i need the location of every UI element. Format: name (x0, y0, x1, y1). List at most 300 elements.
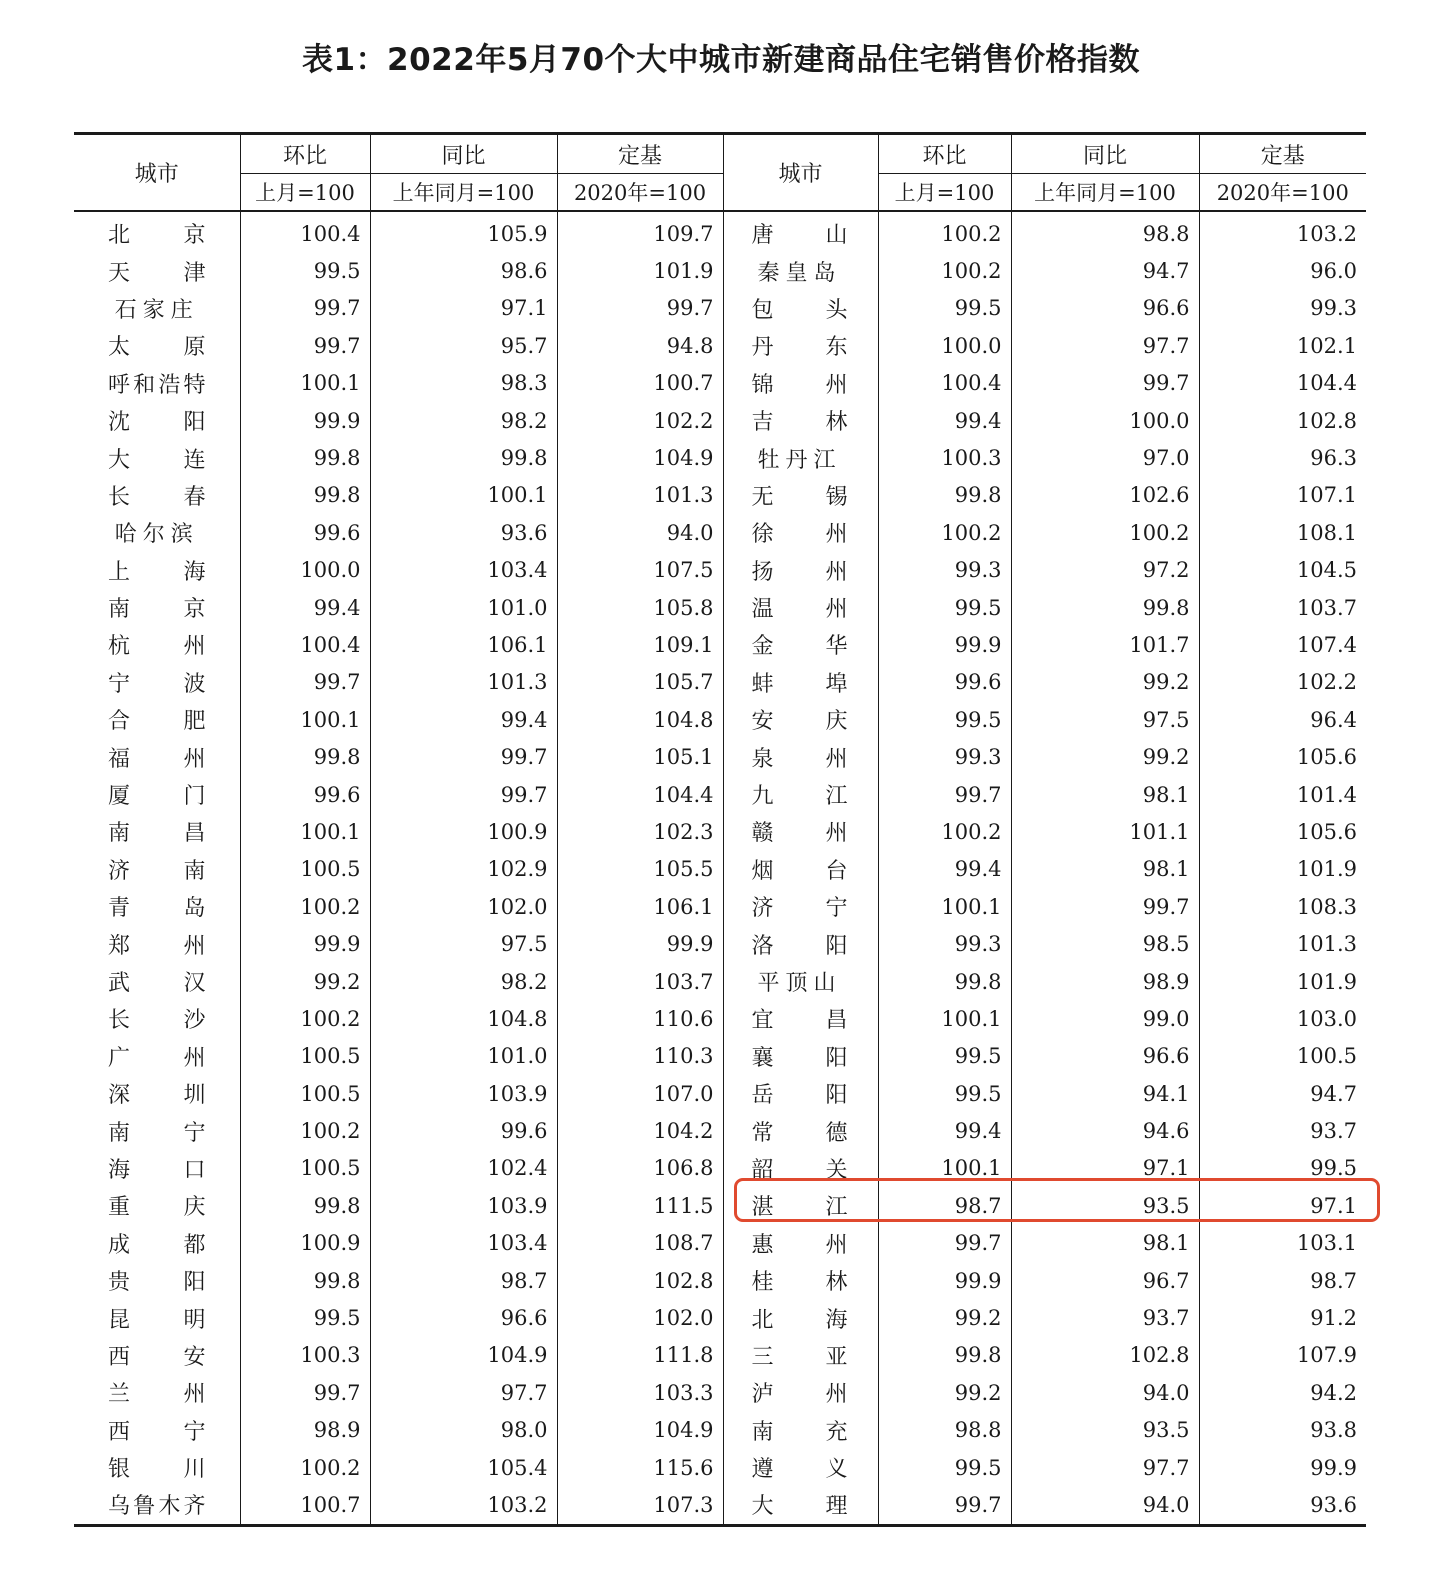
tb-value-left: 99.6 (370, 1112, 557, 1149)
tb-value-right: 99.0 (1011, 1000, 1199, 1037)
city-name: 西 安 (108, 1344, 206, 1370)
city-cell-right (723, 552, 878, 589)
hb-value-right: 99.7 (878, 1486, 1011, 1525)
hb-value-left: 99.8 (240, 1262, 370, 1299)
dj-value-left: 106.8 (557, 1150, 723, 1187)
city-cell-left (74, 701, 240, 738)
tb-value-right: 93.5 (1011, 1412, 1199, 1449)
dj-value-right: 93.6 (1199, 1486, 1366, 1525)
tb-value-left: 98.2 (370, 963, 557, 1000)
city-name: 包 头 (751, 297, 848, 323)
city-name: 洛 阳 (751, 933, 848, 959)
tb-value-right: 93.5 (1011, 1187, 1199, 1224)
tb-value-left: 103.4 (370, 552, 557, 589)
city-name: 无 锡 (751, 484, 848, 510)
hb-value-left: 100.5 (240, 851, 370, 888)
dj-value-left: 105.5 (557, 851, 723, 888)
hb-value-left: 100.4 (240, 626, 370, 663)
city-name: 西 宁 (108, 1419, 206, 1445)
city-name: 银 川 (108, 1457, 206, 1483)
table-row (74, 963, 1366, 1000)
dj-value-left: 99.9 (557, 925, 723, 962)
dj-value-left: 107.0 (557, 1075, 723, 1112)
hb-value-right: 100.1 (878, 888, 1011, 925)
dj-value-right: 93.8 (1199, 1412, 1366, 1449)
city-cell-left (74, 1000, 240, 1037)
hb-value-right: 98.8 (878, 1412, 1011, 1449)
hb-value-right: 99.3 (878, 552, 1011, 589)
city-name: 惠 州 (751, 1232, 848, 1258)
city-cell-left (74, 1225, 240, 1262)
tb-value-right: 98.9 (1011, 963, 1199, 1000)
hb-value-left: 99.6 (240, 514, 370, 551)
city-name: 岳 阳 (751, 1083, 848, 1109)
dj-value-left: 108.7 (557, 1225, 723, 1262)
hb-value-right: 99.3 (878, 738, 1011, 775)
tb-value-right: 97.2 (1011, 552, 1199, 589)
highlight-box-zhanjiang (734, 1178, 1380, 1222)
hb-value-right: 100.2 (878, 252, 1011, 289)
city-cell-right (723, 211, 878, 252)
city-name: 哈尔滨 (114, 522, 199, 548)
tb-value-left: 98.2 (370, 402, 557, 439)
dj-value-right: 104.5 (1199, 552, 1366, 589)
city-cell-right (723, 1299, 878, 1336)
hb-value-left: 99.8 (240, 738, 370, 775)
dj-value-left: 94.8 (557, 327, 723, 364)
city-cell-right (723, 589, 878, 626)
city-cell-right (723, 963, 878, 1000)
tb-value-right: 99.2 (1011, 664, 1199, 701)
city-cell-right (723, 1412, 878, 1449)
header-tb-left: 同比 (370, 134, 557, 174)
tb-value-right: 100.0 (1011, 402, 1199, 439)
hb-value-left: 100.2 (240, 888, 370, 925)
dj-value-left: 115.6 (557, 1449, 723, 1486)
tb-value-right: 97.7 (1011, 1449, 1199, 1486)
city-name: 济 南 (108, 858, 206, 884)
city-cell-right (723, 1225, 878, 1262)
city-cell-left (74, 439, 240, 476)
city-name: 石家庄 (114, 297, 199, 323)
hb-value-right: 98.7 (878, 1187, 1011, 1224)
city-name: 广 州 (108, 1045, 206, 1071)
city-name: 常 德 (751, 1120, 848, 1146)
hb-value-left: 99.7 (240, 327, 370, 364)
tb-value-left: 100.9 (370, 813, 557, 850)
header-dj-right: 定基 (1199, 134, 1366, 174)
dj-value-left: 110.6 (557, 1000, 723, 1037)
tb-value-right: 99.7 (1011, 365, 1199, 402)
table-row (74, 664, 1366, 701)
dj-value-left: 102.0 (557, 1299, 723, 1336)
dj-value-left: 107.5 (557, 552, 723, 589)
hb-value-right: 99.2 (878, 1374, 1011, 1411)
tb-value-right: 99.7 (1011, 888, 1199, 925)
table-row (74, 211, 1366, 252)
city-name: 海 口 (108, 1157, 206, 1183)
city-name: 呼 和 浩 特 (108, 372, 206, 398)
table-row (74, 552, 1366, 589)
table-row (74, 1038, 1366, 1075)
city-name: 扬 州 (751, 559, 848, 585)
city-name: 南 充 (751, 1419, 848, 1445)
hb-value-right: 99.5 (878, 589, 1011, 626)
tb-value-left: 97.1 (370, 290, 557, 327)
dj-value-right: 105.6 (1199, 738, 1366, 775)
header-hb-right: 环比 (878, 134, 1011, 174)
hb-value-right: 99.7 (878, 1225, 1011, 1262)
table-row (74, 514, 1366, 551)
tb-value-right: 94.0 (1011, 1486, 1199, 1525)
city-name: 重 庆 (108, 1195, 206, 1221)
table-row (74, 1075, 1366, 1112)
header-dj-base-right: 2020年=100 (1199, 174, 1366, 212)
table-row (74, 365, 1366, 402)
hb-value-right: 99.8 (878, 477, 1011, 514)
city-name: 福 州 (108, 746, 206, 772)
city-cell-left (74, 402, 240, 439)
city-cell-right (723, 477, 878, 514)
city-name: 北 京 (108, 223, 206, 249)
city-name: 襄 阳 (751, 1045, 848, 1071)
city-name: 丹 东 (751, 335, 848, 361)
city-name: 济 宁 (751, 896, 848, 922)
dj-value-right: 101.3 (1199, 925, 1366, 962)
city-cell-right (723, 813, 878, 850)
city-cell-right (723, 1449, 878, 1486)
tb-value-right: 98.1 (1011, 851, 1199, 888)
city-cell-right (723, 776, 878, 813)
dj-value-right: 101.9 (1199, 851, 1366, 888)
hb-value-right: 99.3 (878, 925, 1011, 962)
tb-value-right: 98.1 (1011, 1225, 1199, 1262)
city-cell-right (723, 252, 878, 289)
city-cell-right (723, 1374, 878, 1411)
dj-value-right: 97.1 (1199, 1187, 1366, 1224)
tb-value-left: 100.1 (370, 477, 557, 514)
tb-value-left: 104.9 (370, 1337, 557, 1374)
hb-value-left: 100.9 (240, 1225, 370, 1262)
hb-value-left: 99.8 (240, 477, 370, 514)
city-cell-right (723, 626, 878, 663)
dj-value-left: 109.1 (557, 626, 723, 663)
hb-value-left: 100.5 (240, 1150, 370, 1187)
tb-value-left: 99.7 (370, 738, 557, 775)
table-row (74, 1374, 1366, 1411)
tb-value-right: 94.7 (1011, 252, 1199, 289)
dj-value-left: 105.1 (557, 738, 723, 775)
dj-value-right: 98.7 (1199, 1262, 1366, 1299)
hb-value-right: 100.2 (878, 813, 1011, 850)
hb-value-right: 99.7 (878, 776, 1011, 813)
table-row (74, 1449, 1366, 1486)
city-cell-left (74, 1337, 240, 1374)
hb-value-right: 100.0 (878, 327, 1011, 364)
tb-value-left: 93.6 (370, 514, 557, 551)
dj-value-right: 100.5 (1199, 1038, 1366, 1075)
hb-value-left: 99.8 (240, 439, 370, 476)
header-dj-base-left: 2020年=100 (557, 174, 723, 212)
table-row (74, 1299, 1366, 1336)
city-name: 长 春 (108, 484, 206, 510)
tb-value-right: 97.5 (1011, 701, 1199, 738)
city-cell-right (723, 365, 878, 402)
tb-value-right: 98.8 (1011, 211, 1199, 252)
city-name: 唐 山 (751, 223, 848, 249)
hb-value-right: 99.5 (878, 701, 1011, 738)
city-name: 合 肥 (108, 709, 206, 735)
tb-value-right: 94.6 (1011, 1112, 1199, 1149)
dj-value-right: 103.1 (1199, 1225, 1366, 1262)
city-cell-left (74, 1262, 240, 1299)
tb-value-right: 94.1 (1011, 1075, 1199, 1112)
tb-value-left: 103.2 (370, 1486, 557, 1525)
dj-value-left: 104.2 (557, 1112, 723, 1149)
dj-value-right: 91.2 (1199, 1299, 1366, 1336)
tb-value-left: 97.5 (370, 925, 557, 962)
header-city-right: 城市 (723, 134, 878, 212)
tb-value-left: 103.9 (370, 1187, 557, 1224)
city-cell-right (723, 851, 878, 888)
table-row (74, 925, 1366, 962)
city-name: 深 圳 (108, 1083, 206, 1109)
city-cell-left (74, 925, 240, 962)
city-name: 天 津 (108, 260, 206, 286)
dj-value-left: 105.8 (557, 589, 723, 626)
dj-value-left: 105.7 (557, 664, 723, 701)
dj-value-left: 104.4 (557, 776, 723, 813)
dj-value-right: 108.3 (1199, 888, 1366, 925)
city-cell-right (723, 1337, 878, 1374)
city-name: 湛 江 (751, 1195, 848, 1221)
tb-value-left: 105.9 (370, 211, 557, 252)
hb-value-right: 100.4 (878, 365, 1011, 402)
dj-value-left: 103.3 (557, 1374, 723, 1411)
dj-value-right: 102.8 (1199, 402, 1366, 439)
city-cell-left (74, 477, 240, 514)
hb-value-right: 100.2 (878, 514, 1011, 551)
hb-value-left: 100.1 (240, 701, 370, 738)
city-name: 上 海 (108, 559, 206, 585)
hb-value-left: 99.7 (240, 1374, 370, 1411)
hb-value-right: 99.4 (878, 1112, 1011, 1149)
city-name: 武 汉 (108, 971, 206, 996)
table-row (74, 1412, 1366, 1449)
tb-value-right: 102.6 (1011, 477, 1199, 514)
tb-value-left: 101.3 (370, 664, 557, 701)
table-body (74, 211, 1366, 1525)
table-row (74, 439, 1366, 476)
tb-value-left: 105.4 (370, 1449, 557, 1486)
city-cell-left (74, 1075, 240, 1112)
header-hb-left: 环比 (240, 134, 370, 174)
tb-value-right: 101.1 (1011, 813, 1199, 850)
hb-value-left: 100.4 (240, 211, 370, 252)
city-name: 长 沙 (108, 1008, 206, 1034)
city-name: 杭 州 (108, 634, 206, 660)
city-cell-right (723, 1262, 878, 1299)
dj-value-left: 104.9 (557, 1412, 723, 1449)
dj-value-left: 101.9 (557, 252, 723, 289)
city-name: 泉 州 (751, 746, 848, 772)
table-title: 表1：2022年5月70个大中城市新建商品住宅销售价格指数 (301, 42, 1141, 78)
tb-value-left: 102.4 (370, 1150, 557, 1187)
tb-value-right: 101.7 (1011, 626, 1199, 663)
tb-value-right: 93.7 (1011, 1299, 1199, 1336)
city-cell-left (74, 552, 240, 589)
table-row (74, 701, 1366, 738)
hb-value-left: 99.7 (240, 664, 370, 701)
dj-value-left: 111.5 (557, 1187, 723, 1224)
city-cell-left (74, 888, 240, 925)
city-cell-left (74, 963, 240, 1000)
dj-value-left: 94.0 (557, 514, 723, 551)
city-cell-right (723, 738, 878, 775)
dj-value-right: 99.9 (1199, 1449, 1366, 1486)
hb-value-left: 100.1 (240, 365, 370, 402)
table-row (74, 1262, 1366, 1299)
city-name: 安 庆 (751, 709, 848, 735)
tb-value-left: 102.9 (370, 851, 557, 888)
hb-value-right: 99.6 (878, 664, 1011, 701)
dj-value-right: 93.7 (1199, 1112, 1366, 1149)
city-cell-right (723, 1000, 878, 1037)
dj-value-right: 101.4 (1199, 776, 1366, 813)
city-name: 南 昌 (108, 821, 206, 847)
hb-value-right: 99.4 (878, 851, 1011, 888)
city-cell-left (74, 252, 240, 289)
city-name: 三 亚 (751, 1344, 848, 1370)
table-row (74, 776, 1366, 813)
tb-value-right: 94.0 (1011, 1374, 1199, 1411)
city-cell-left (74, 626, 240, 663)
table-row (74, 813, 1366, 850)
table-row (74, 477, 1366, 514)
city-cell-right (723, 1075, 878, 1112)
city-name: 大 理 (751, 1494, 848, 1520)
city-cell-left (74, 290, 240, 327)
tb-value-left: 96.6 (370, 1299, 557, 1336)
table-row (74, 290, 1366, 327)
header-tb-base-left: 上年同月=100 (370, 174, 557, 212)
tb-value-left: 95.7 (370, 327, 557, 364)
hb-value-left: 99.9 (240, 402, 370, 439)
table-row (74, 252, 1366, 289)
hb-value-right: 99.4 (878, 402, 1011, 439)
city-cell-right (723, 290, 878, 327)
header-tb-base-right: 上年同月=100 (1011, 174, 1199, 212)
city-name: 平顶山 (757, 971, 842, 996)
table-row (74, 1225, 1366, 1262)
city-cell-right (723, 664, 878, 701)
tb-value-left: 98.3 (370, 365, 557, 402)
dj-value-right: 107.1 (1199, 477, 1366, 514)
city-name: 大 连 (108, 447, 206, 473)
tb-value-left: 101.0 (370, 589, 557, 626)
city-name: 吉 林 (751, 410, 848, 436)
hb-value-left: 99.5 (240, 252, 370, 289)
city-name: 昆 明 (108, 1307, 206, 1333)
city-name: 蚌 埠 (751, 671, 848, 697)
city-cell-right (723, 701, 878, 738)
city-cell-left (74, 1449, 240, 1486)
tb-value-right: 96.6 (1011, 1038, 1199, 1075)
city-cell-left (74, 211, 240, 252)
hb-value-left: 99.2 (240, 963, 370, 1000)
city-cell-left (74, 851, 240, 888)
city-name: 锦 州 (751, 372, 848, 398)
city-name: 太 原 (108, 335, 206, 361)
hb-value-right: 99.2 (878, 1299, 1011, 1336)
dj-value-right: 105.6 (1199, 813, 1366, 850)
city-cell-right (723, 1486, 878, 1525)
dj-value-left: 104.9 (557, 439, 723, 476)
city-cell-left (74, 664, 240, 701)
city-cell-left (74, 1486, 240, 1525)
hb-value-right: 100.1 (878, 1000, 1011, 1037)
tb-value-right: 97.7 (1011, 327, 1199, 364)
city-cell-left (74, 776, 240, 813)
hb-value-left: 100.7 (240, 1486, 370, 1525)
tb-value-left: 99.7 (370, 776, 557, 813)
hb-value-left: 99.6 (240, 776, 370, 813)
city-name: 韶 关 (751, 1157, 848, 1183)
table-row (74, 851, 1366, 888)
hb-value-left: 99.7 (240, 290, 370, 327)
tb-value-right: 99.8 (1011, 589, 1199, 626)
hb-value-left: 99.4 (240, 589, 370, 626)
city-name: 成 都 (108, 1232, 206, 1258)
city-name: 牡丹江 (757, 447, 842, 473)
hb-value-right: 100.1 (878, 1150, 1011, 1187)
hb-value-left: 99.9 (240, 925, 370, 962)
dj-value-right: 94.7 (1199, 1075, 1366, 1112)
dj-value-right: 96.0 (1199, 252, 1366, 289)
city-cell-left (74, 1038, 240, 1075)
tb-value-right: 97.0 (1011, 439, 1199, 476)
dj-value-right: 102.1 (1199, 327, 1366, 364)
city-cell-left (74, 1150, 240, 1187)
dj-value-right: 108.1 (1199, 514, 1366, 551)
dj-value-right: 104.4 (1199, 365, 1366, 402)
city-name: 宁 波 (108, 671, 206, 697)
hb-value-left: 99.8 (240, 1187, 370, 1224)
dj-value-right: 107.9 (1199, 1337, 1366, 1374)
dj-value-left: 109.7 (557, 211, 723, 252)
hb-value-left: 99.5 (240, 1299, 370, 1336)
tb-value-left: 98.6 (370, 252, 557, 289)
city-cell-left (74, 1187, 240, 1224)
dj-value-right: 94.2 (1199, 1374, 1366, 1411)
hb-value-right: 99.8 (878, 963, 1011, 1000)
tb-value-right: 102.8 (1011, 1337, 1199, 1374)
hb-value-right: 99.9 (878, 1262, 1011, 1299)
dj-value-right: 101.9 (1199, 963, 1366, 1000)
dj-value-left: 101.3 (557, 477, 723, 514)
dj-value-left: 102.2 (557, 402, 723, 439)
dj-value-right: 96.3 (1199, 439, 1366, 476)
city-cell-left (74, 514, 240, 551)
tb-value-right: 99.2 (1011, 738, 1199, 775)
tb-value-left: 103.9 (370, 1075, 557, 1112)
city-cell-right (723, 514, 878, 551)
dj-value-left: 102.8 (557, 1262, 723, 1299)
city-cell-left (74, 1112, 240, 1149)
city-name: 青 岛 (108, 896, 206, 922)
hb-value-left: 100.3 (240, 1337, 370, 1374)
city-cell-left (74, 365, 240, 402)
